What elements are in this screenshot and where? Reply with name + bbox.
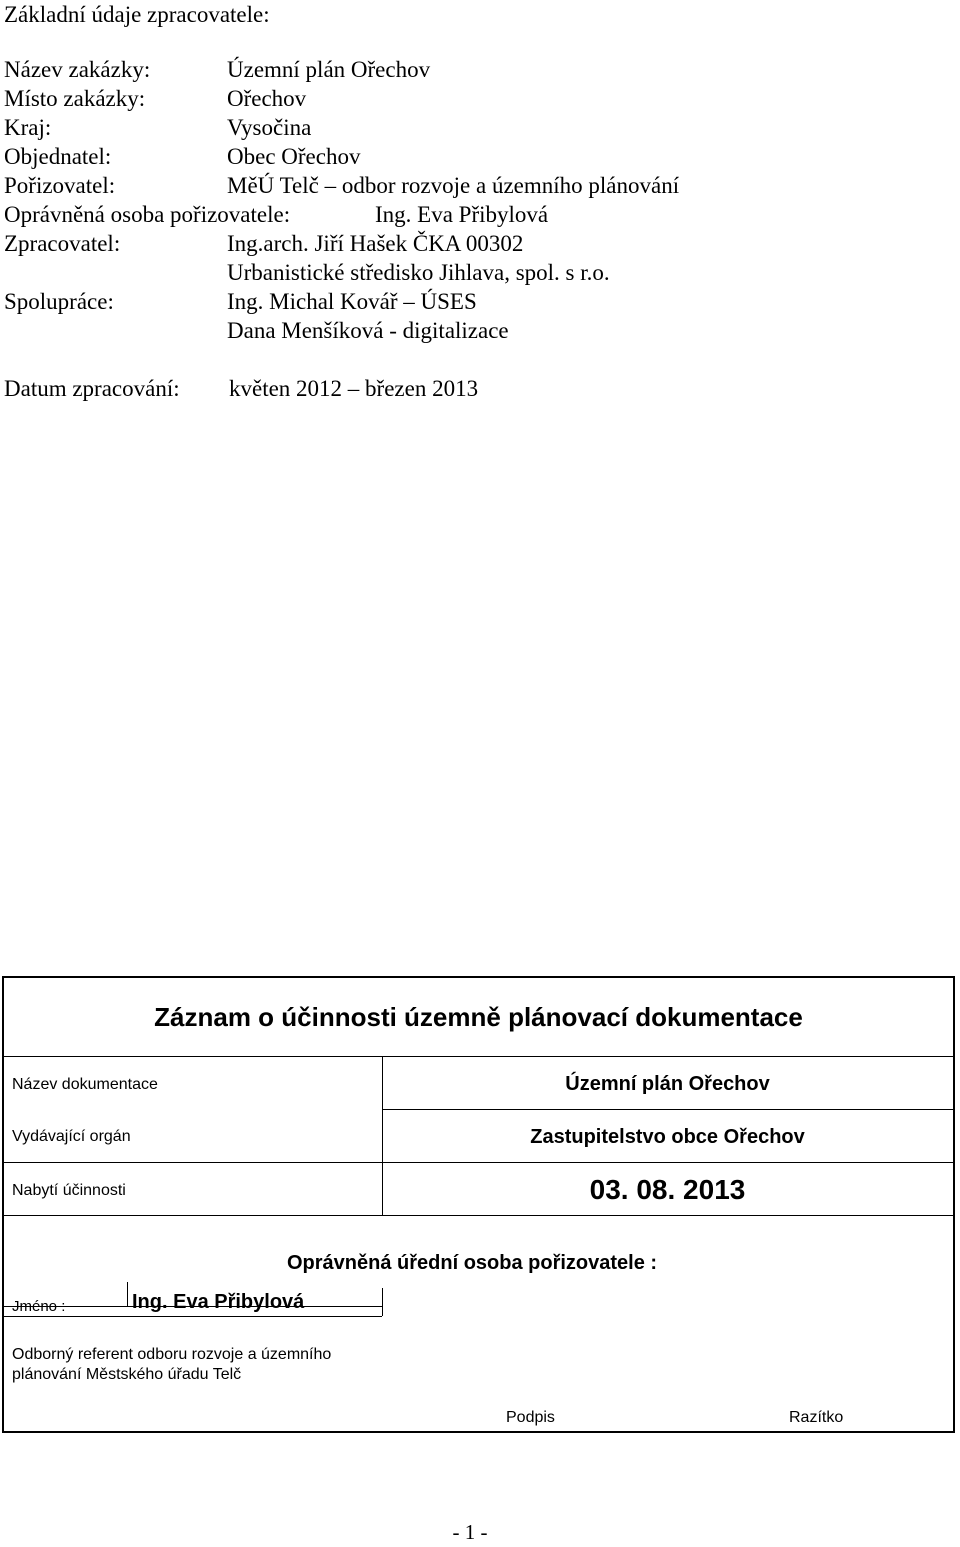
procurer-value: MěÚ Telč – odbor rozvoje a územního plánování (227, 173, 680, 198)
project-place-label: Místo zakázky: (4, 86, 146, 111)
official-person-heading: Oprávněná úřední osoba pořizovatele : (287, 1252, 658, 1274)
processor-value: Ing.arch. Jiří Hašek ČKA 00302 (227, 231, 524, 256)
authorized-person-label: Oprávněná osoba pořizovatele: (4, 202, 291, 227)
project-name-label: Název zakázky: (4, 57, 151, 82)
stamp-label: Razítko (789, 1409, 844, 1426)
processor-office: Urbanistické středisko Jihlava, spol. s r.o. (227, 260, 610, 285)
column-divider (382, 1288, 383, 1316)
effective-date-value: 03. 08. 2013 (589, 1174, 746, 1205)
procurer-label: Pořizovatel: (4, 173, 116, 198)
cooperation-value-2: Dana Menšíková - digitalizace (227, 318, 509, 343)
date-label: Datum zpracování: (4, 376, 180, 401)
client-label: Objednatel: (4, 144, 112, 169)
position-text-line-2: plánování Městského úřadu Telč (12, 1366, 242, 1383)
region-label: Kraj: (4, 115, 52, 140)
issuer-value: Zastupitelstvo obce Ořechov (530, 1126, 805, 1148)
column-divider (127, 1282, 128, 1306)
page-heading: Základní údaje zpracovatele: (4, 2, 270, 27)
date-value: květen 2012 – březen 2013 (229, 376, 479, 401)
record-title: Záznam o účinnosti územně plánovací dokumentace (154, 1002, 803, 1032)
document-name-label: Název dokumentace (12, 1076, 158, 1093)
cooperation-value: Ing. Michal Kovář – ÚSES (227, 289, 477, 314)
processor-label: Zpracovatel: (4, 231, 121, 256)
document-name-value: Územní plán Ořechov (565, 1073, 770, 1095)
row-divider (4, 1056, 953, 1057)
effective-date-label: Nabytí účinnosti (12, 1182, 126, 1199)
page-number: - 1 - (452, 1520, 488, 1544)
issuer-label: Vydávající orgán (12, 1128, 131, 1145)
position-text-line-1: Odborný referent odboru rozvoje a územního (12, 1346, 332, 1363)
row-divider (4, 1162, 953, 1163)
authorized-person-value: Ing. Eva Přibylová (375, 202, 549, 227)
row-divider (4, 1215, 953, 1216)
project-name-value: Územní plán Ořechov (227, 57, 431, 82)
name-label: Jméno : (12, 1298, 66, 1315)
signature-label: Podpis (506, 1409, 555, 1426)
project-place-value: Ořechov (227, 86, 307, 111)
name-value: Ing. Eva Přibylová (132, 1291, 305, 1313)
cooperation-label: Spolupráce: (4, 289, 114, 314)
row-divider (382, 1109, 953, 1110)
region-value: Vysočina (227, 115, 312, 140)
effectiveness-record-box (2, 976, 955, 1433)
client-value: Obec Ořechov (227, 144, 361, 169)
